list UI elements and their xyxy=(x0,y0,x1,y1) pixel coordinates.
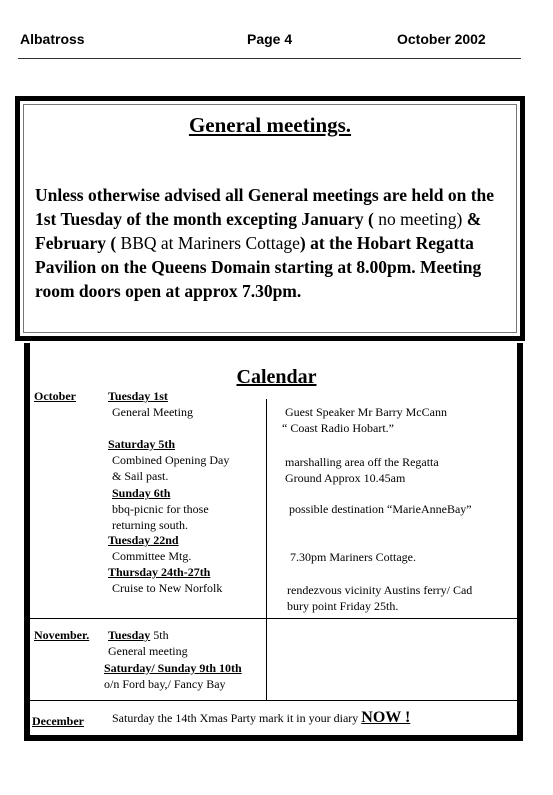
general-meetings-title: General meetings. xyxy=(188,113,352,137)
event-note: 7.30pm Mariners Cottage. xyxy=(290,550,416,564)
calendar-box xyxy=(24,343,523,741)
event-note: bury point Friday 25th. xyxy=(287,599,399,613)
event-date: Saturday 5th xyxy=(108,437,176,451)
event-description: Combined Opening Day xyxy=(112,453,230,467)
event-note: Ground Approx 10.45am xyxy=(285,471,406,485)
event-description: General Meeting xyxy=(112,405,193,419)
december-event-text: Saturday the 14th Xmas Party mark it in your diary xyxy=(112,711,362,725)
event-description: Committee Mtg. xyxy=(112,549,192,563)
event-date: Tuesday 22nd xyxy=(108,533,179,547)
newsletter-name: Albatross xyxy=(20,31,85,47)
december-now: NOW ! xyxy=(361,709,411,726)
event-description: bbq-picnic for those xyxy=(112,502,209,516)
month-december: December xyxy=(32,714,84,728)
event-description: o/n Ford bay,/ Fancy Bay xyxy=(104,677,226,691)
event-note: marshalling area off the Regatta xyxy=(285,455,439,469)
event-description: & Sail past. xyxy=(112,469,169,483)
event-date: Thursday 24th-27th xyxy=(108,565,211,579)
event-note: Guest Speaker Mr Barry McCann xyxy=(285,405,447,419)
calendar-title: Calendar xyxy=(236,366,317,388)
gm-text-1: Unless otherwise advised all General meetings are held on the 1st Tuesday of the month excepting January ( xyxy=(35,185,495,229)
december-event xyxy=(112,711,410,725)
october-row-divider xyxy=(30,618,517,619)
event-date: Sunday 6th xyxy=(112,486,171,500)
event-description: returning south. xyxy=(112,518,188,532)
event-description: Cruise to New Norfolk xyxy=(112,581,223,595)
issue-date: October 2002 xyxy=(397,31,486,47)
calendar-column-divider xyxy=(266,399,267,700)
gm-text-3: & February ( xyxy=(35,209,482,253)
page-number: Page 4 xyxy=(247,31,293,47)
event-date xyxy=(108,628,169,642)
event-note: “ Coast Radio Hobart.” xyxy=(282,421,394,435)
gm-text-5: ) at the Hobart Regatta Pavilion on the Queens Domain starting at 8.00pm. Meeting room doors open at approx 7.30pm. xyxy=(35,233,482,301)
event-date-day: 5th xyxy=(150,628,169,642)
event-date-weekday: Tuesday xyxy=(108,628,151,642)
event-date: Saturday/ Sunday 9th 10th xyxy=(104,661,242,675)
event-note: possible destination “MarieAnneBay” xyxy=(289,502,472,516)
event-date: Tuesday 1st xyxy=(108,389,168,403)
event-description: General meeting xyxy=(108,644,188,658)
general-meetings-text xyxy=(35,183,514,303)
month-november: November. xyxy=(34,628,90,642)
gm-text-4: BBQ at Mariners Cottage xyxy=(116,233,300,253)
header-rule xyxy=(18,58,521,59)
gm-text-2: no meeting) xyxy=(373,209,467,229)
general-meetings-box xyxy=(15,96,525,341)
month-october: October xyxy=(34,389,76,403)
november-row-divider xyxy=(30,700,517,701)
event-note: rendezvous vicinity Austins ferry/ Cad xyxy=(287,583,473,597)
